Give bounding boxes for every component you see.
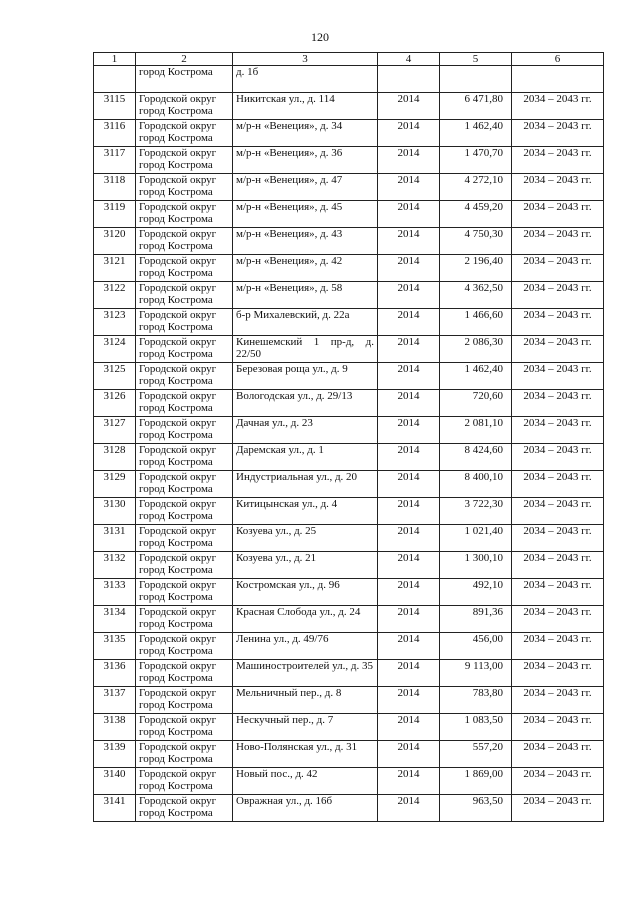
cell-address: Мельничный пер., д. 8 (233, 687, 378, 714)
cell-address: Нескучный пер., д. 7 (233, 714, 378, 741)
cell-area: 963,50 (440, 795, 512, 822)
cell-address: м/р-н «Венеция», д. 42 (233, 255, 378, 282)
cell-municipality: Городской округ город Кострома (136, 795, 233, 822)
cell-year: 2014 (378, 174, 440, 201)
cell-address: д. 1б (233, 66, 378, 93)
cell-year: 2014 (378, 93, 440, 120)
table-row (94, 147, 604, 174)
cell-year: 2014 (378, 498, 440, 525)
cell-area: 492,10 (440, 579, 512, 606)
cell-address: Дачная ул., д. 23 (233, 417, 378, 444)
page-number: 120 (311, 30, 329, 44)
cell-address: Березовая роща ул., д. 9 (233, 363, 378, 390)
cell-year: 2014 (378, 714, 440, 741)
column-number-row (94, 53, 604, 66)
cell-year: 2014 (378, 741, 440, 768)
cell-period: 2034 – 2043 гг. (512, 336, 604, 363)
cell-period: 2034 – 2043 гг. (512, 255, 604, 282)
cell-area: 891,36 (440, 606, 512, 633)
cell-area: 1 466,60 (440, 309, 512, 336)
cell-area: 557,20 (440, 741, 512, 768)
cell-municipality: Городской округ город Кострома (136, 390, 233, 417)
table-row (94, 390, 604, 417)
table-row (94, 660, 604, 687)
cell-period: 2034 – 2043 гг. (512, 390, 604, 417)
cell-year: 2014 (378, 444, 440, 471)
table-row (94, 255, 604, 282)
cell-period: 2034 – 2043 гг. (512, 633, 604, 660)
cell-period: 2034 – 2043 гг. (512, 714, 604, 741)
cell-number: 3115 (94, 93, 136, 120)
cell-area: 4 459,20 (440, 201, 512, 228)
cell-address: м/р-н «Венеция», д. 45 (233, 201, 378, 228)
cell-municipality: Городской округ город Кострома (136, 282, 233, 309)
cell-address: Овражная ул., д. 16б (233, 795, 378, 822)
column-header: 6 (512, 53, 604, 66)
cell-area: 456,00 (440, 633, 512, 660)
cell-period: 2034 – 2043 гг. (512, 525, 604, 552)
cell-address: м/р-н «Венеция», д. 47 (233, 174, 378, 201)
cell-year: 2014 (378, 201, 440, 228)
table-row (94, 336, 604, 363)
cell-area: 783,80 (440, 687, 512, 714)
cell-address: м/р-н «Венеция», д. 58 (233, 282, 378, 309)
cell-municipality: Городской округ город Кострома (136, 606, 233, 633)
table-row (94, 525, 604, 552)
cell-period: 2034 – 2043 гг. (512, 444, 604, 471)
table-row (94, 498, 604, 525)
cell-period (512, 66, 604, 93)
cell-period: 2034 – 2043 гг. (512, 687, 604, 714)
cell-period: 2034 – 2043 гг. (512, 363, 604, 390)
cell-municipality: Городской округ город Кострома (136, 768, 233, 795)
cell-year: 2014 (378, 633, 440, 660)
cell-municipality: Городской округ город Кострома (136, 741, 233, 768)
cell-area: 2 086,30 (440, 336, 512, 363)
cell-period: 2034 – 2043 гг. (512, 552, 604, 579)
cell-year: 2014 (378, 255, 440, 282)
table-row (94, 174, 604, 201)
cell-number: 3124 (94, 336, 136, 363)
table-row (94, 795, 604, 822)
cell-number: 3139 (94, 741, 136, 768)
cell-address: Козуева ул., д. 21 (233, 552, 378, 579)
cell-number: 3121 (94, 255, 136, 282)
cell-area: 1 083,50 (440, 714, 512, 741)
column-header: 5 (440, 53, 512, 66)
cell-period: 2034 – 2043 гг. (512, 147, 604, 174)
cell-address: Костромская ул., д. 96 (233, 579, 378, 606)
cell-period: 2034 – 2043 гг. (512, 471, 604, 498)
cell-year (378, 66, 440, 93)
cell-address: м/р-н «Венеция», д. 34 (233, 120, 378, 147)
cell-number (94, 66, 136, 93)
column-header: 2 (136, 53, 233, 66)
cell-area: 4 272,10 (440, 174, 512, 201)
cell-address: Машиностроителей ул., д. 35 (233, 660, 378, 687)
table-row (94, 687, 604, 714)
cell-municipality: Городской округ город Кострома (136, 255, 233, 282)
table-row (94, 201, 604, 228)
column-header: 3 (233, 53, 378, 66)
cell-period: 2034 – 2043 гг. (512, 201, 604, 228)
table-row (94, 309, 604, 336)
cell-number: 3116 (94, 120, 136, 147)
cell-area: 3 722,30 (440, 498, 512, 525)
cell-period: 2034 – 2043 гг. (512, 120, 604, 147)
cell-number: 3122 (94, 282, 136, 309)
cell-year: 2014 (378, 417, 440, 444)
cell-number: 3125 (94, 363, 136, 390)
table-row (94, 363, 604, 390)
cell-period: 2034 – 2043 гг. (512, 93, 604, 120)
cell-address: м/р-н «Венеция», д. 36 (233, 147, 378, 174)
table-row (94, 120, 604, 147)
column-header: 4 (378, 53, 440, 66)
cell-period: 2034 – 2043 гг. (512, 606, 604, 633)
table-row (94, 579, 604, 606)
cell-address: Вологодская ул., д. 29/13 (233, 390, 378, 417)
cell-year: 2014 (378, 660, 440, 687)
cell-area: 1 869,00 (440, 768, 512, 795)
table-row (94, 93, 604, 120)
cell-area: 1 462,40 (440, 363, 512, 390)
cell-municipality: Городской округ город Кострома (136, 120, 233, 147)
cell-area: 1 470,70 (440, 147, 512, 174)
cell-period: 2034 – 2043 гг. (512, 282, 604, 309)
cell-area: 6 471,80 (440, 93, 512, 120)
table-row (94, 228, 604, 255)
cell-year: 2014 (378, 795, 440, 822)
cell-period: 2034 – 2043 гг. (512, 174, 604, 201)
cell-area: 4 362,50 (440, 282, 512, 309)
cell-year: 2014 (378, 120, 440, 147)
table-row (94, 471, 604, 498)
cell-municipality: Городской округ город Кострома (136, 363, 233, 390)
cell-year: 2014 (378, 579, 440, 606)
cell-year: 2014 (378, 390, 440, 417)
cell-number: 3117 (94, 147, 136, 174)
cell-address: Индустриальная ул., д. 20 (233, 471, 378, 498)
cell-period: 2034 – 2043 гг. (512, 741, 604, 768)
cell-period: 2034 – 2043 гг. (512, 228, 604, 255)
cell-address: Кинешемский 1 пр-д, д. 22/50 (233, 336, 378, 363)
cell-year: 2014 (378, 606, 440, 633)
cell-address: Козуева ул., д. 25 (233, 525, 378, 552)
cell-area: 1 300,10 (440, 552, 512, 579)
cell-municipality: Городской округ город Кострома (136, 336, 233, 363)
cell-municipality: Городской округ город Кострома (136, 525, 233, 552)
cell-year: 2014 (378, 336, 440, 363)
cell-municipality: Городской округ город Кострома (136, 633, 233, 660)
cell-number: 3140 (94, 768, 136, 795)
cell-number: 3141 (94, 795, 136, 822)
cell-area (440, 66, 512, 93)
table-row (94, 633, 604, 660)
cell-address: Китицынская ул., д. 4 (233, 498, 378, 525)
cell-municipality: Городской округ город Кострома (136, 552, 233, 579)
cell-municipality: Городской округ город Кострома (136, 417, 233, 444)
cell-number: 3132 (94, 552, 136, 579)
cell-address: Красная Слобода ул., д. 24 (233, 606, 378, 633)
cell-address: Ново-Полянская ул., д. 31 (233, 741, 378, 768)
cell-number: 3138 (94, 714, 136, 741)
cell-year: 2014 (378, 471, 440, 498)
table-row (94, 768, 604, 795)
cell-year: 2014 (378, 228, 440, 255)
column-header: 1 (94, 53, 136, 66)
cell-municipality: Городской округ город Кострома (136, 93, 233, 120)
cell-municipality: Городской округ город Кострома (136, 147, 233, 174)
cell-municipality: Городской округ город Кострома (136, 174, 233, 201)
cell-municipality: Городской округ город Кострома (136, 714, 233, 741)
cell-address: б-р Михалевский, д. 22а (233, 309, 378, 336)
cell-area: 1 462,40 (440, 120, 512, 147)
table-row (94, 606, 604, 633)
table-row (94, 741, 604, 768)
cell-number: 3128 (94, 444, 136, 471)
cell-area: 720,60 (440, 390, 512, 417)
cell-address: Даремская ул., д. 1 (233, 444, 378, 471)
table-row (94, 714, 604, 741)
table-row (94, 282, 604, 309)
cell-number: 3136 (94, 660, 136, 687)
cell-year: 2014 (378, 309, 440, 336)
cell-municipality: Городской округ город Кострома (136, 201, 233, 228)
cell-number: 3126 (94, 390, 136, 417)
cell-municipality: Городской округ город Кострома (136, 687, 233, 714)
cell-area: 8 400,10 (440, 471, 512, 498)
cell-address: м/р-н «Венеция», д. 43 (233, 228, 378, 255)
cell-year: 2014 (378, 552, 440, 579)
cell-municipality: Городской округ город Кострома (136, 579, 233, 606)
cell-year: 2014 (378, 363, 440, 390)
cell-number: 3134 (94, 606, 136, 633)
cell-area: 2 081,10 (440, 417, 512, 444)
cell-period: 2034 – 2043 гг. (512, 660, 604, 687)
cell-period: 2034 – 2043 гг. (512, 579, 604, 606)
cell-area: 1 021,40 (440, 525, 512, 552)
cell-municipality: Городской округ город Кострома (136, 228, 233, 255)
cell-period: 2034 – 2043 гг. (512, 768, 604, 795)
cell-number: 3133 (94, 579, 136, 606)
cell-area: 9 113,00 (440, 660, 512, 687)
cell-area: 4 750,30 (440, 228, 512, 255)
cell-address: Новый пос., д. 42 (233, 768, 378, 795)
cell-address: Никитская ул., д. 114 (233, 93, 378, 120)
cell-municipality: Городской округ город Кострома (136, 471, 233, 498)
cell-number: 3137 (94, 687, 136, 714)
cell-period: 2034 – 2043 гг. (512, 417, 604, 444)
cell-municipality: Городской округ город Кострома (136, 498, 233, 525)
cell-period: 2034 – 2043 гг. (512, 498, 604, 525)
cell-year: 2014 (378, 687, 440, 714)
table-row (94, 417, 604, 444)
cell-number: 3119 (94, 201, 136, 228)
cell-number: 3118 (94, 174, 136, 201)
cell-year: 2014 (378, 525, 440, 552)
cell-number: 3123 (94, 309, 136, 336)
cell-year: 2014 (378, 768, 440, 795)
cell-municipality: Городской округ город Кострома (136, 444, 233, 471)
cell-number: 3130 (94, 498, 136, 525)
cell-area: 8 424,60 (440, 444, 512, 471)
table-row (94, 552, 604, 579)
cell-address: Ленина ул., д. 49/76 (233, 633, 378, 660)
cell-number: 3131 (94, 525, 136, 552)
cell-number: 3135 (94, 633, 136, 660)
cell-municipality: Городской округ город Кострома (136, 660, 233, 687)
cell-municipality: Городской округ город Кострома (136, 309, 233, 336)
cell-period: 2034 – 2043 гг. (512, 309, 604, 336)
cell-number: 3127 (94, 417, 136, 444)
cell-number: 3120 (94, 228, 136, 255)
housing-register-table (93, 52, 604, 822)
cell-number: 3129 (94, 471, 136, 498)
cell-year: 2014 (378, 147, 440, 174)
cell-municipality: город Кострома (136, 66, 233, 93)
table-row (94, 444, 604, 471)
cell-period: 2034 – 2043 гг. (512, 795, 604, 822)
cell-area: 2 196,40 (440, 255, 512, 282)
cell-year: 2014 (378, 282, 440, 309)
continuation-row (94, 66, 604, 93)
